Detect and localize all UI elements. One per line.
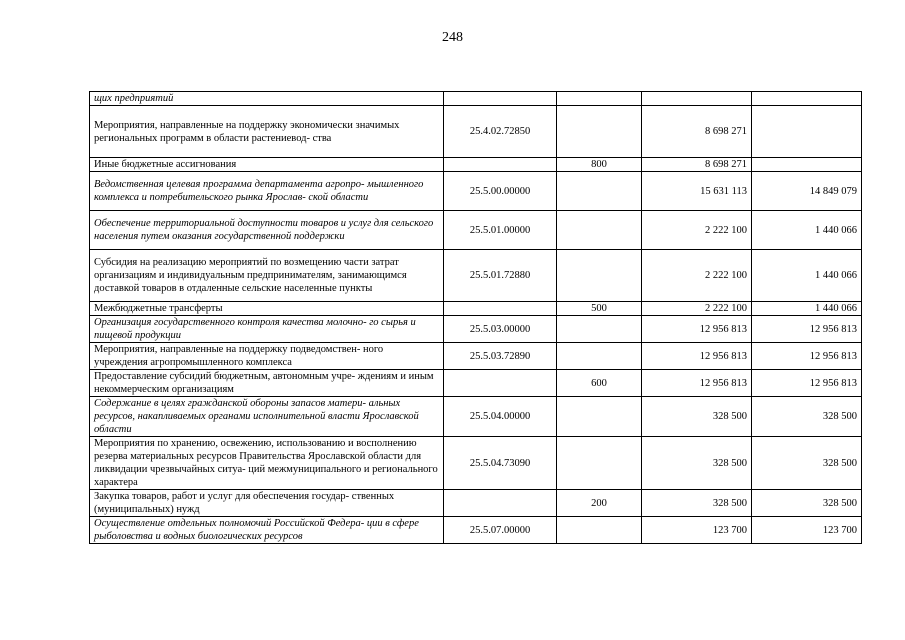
row-name-cell: Мероприятия, направленные на поддержку экономически значимых региональных программ в области растениевод- ства bbox=[90, 106, 444, 158]
row-expense-type-cell bbox=[557, 437, 642, 490]
row-amount-1-cell: 2 222 100 bbox=[642, 211, 752, 250]
row-code-cell bbox=[444, 490, 557, 517]
row-amount-2-cell bbox=[752, 106, 862, 158]
row-name-cell: щих предприятий bbox=[90, 92, 444, 106]
table-row bbox=[90, 106, 862, 158]
row-code-cell: 25.5.04.73090 bbox=[444, 437, 557, 490]
row-amount-2-cell: 123 700 bbox=[752, 517, 862, 544]
row-expense-type-cell: 200 bbox=[557, 490, 642, 517]
row-amount-1-cell: 12 956 813 bbox=[642, 316, 752, 343]
row-name-cell: Обеспечение территориальной доступности товаров и услуг для сельского населения путем оказания государственной поддержки bbox=[90, 211, 444, 250]
row-amount-2-cell: 328 500 bbox=[752, 490, 862, 517]
table-row bbox=[90, 370, 862, 397]
row-amount-1-cell: 2 222 100 bbox=[642, 302, 752, 316]
row-amount-2-cell bbox=[752, 158, 862, 172]
table-row bbox=[90, 397, 862, 437]
table-row bbox=[90, 250, 862, 302]
row-name-cell: Закупка товаров, работ и услуг для обеспечения государ- ственных (муниципальных) нужд bbox=[90, 490, 444, 517]
row-code-cell bbox=[444, 158, 557, 172]
row-name-cell: Мероприятия, направленные на поддержку подведомствен- ного учреждения агропромышленного комплекса bbox=[90, 343, 444, 370]
row-amount-2-cell: 1 440 066 bbox=[752, 250, 862, 302]
table-row bbox=[90, 302, 862, 316]
table-row bbox=[90, 316, 862, 343]
row-expense-type-cell bbox=[557, 316, 642, 343]
row-name-cell: Осуществление отдельных полномочий Российской Федера- ции в сфере рыболовства и водных биологических ресурсов bbox=[90, 517, 444, 544]
row-name-cell: Субсидия на реализацию мероприятий по возмещению части затрат организациям и индивидуальным предпринимателям, занимающимся доставкой товаров в отдаленные сельские населенные пункты bbox=[90, 250, 444, 302]
page-number: 248 bbox=[442, 30, 463, 45]
table-row bbox=[90, 172, 862, 211]
row-code-cell: 25.5.07.00000 bbox=[444, 517, 557, 544]
row-name-cell: Ведомственная целевая программа департамента агропро- мышленного комплекса и потребительского рынка Ярослав- ской области bbox=[90, 172, 444, 211]
row-amount-1-cell: 328 500 bbox=[642, 437, 752, 490]
row-amount-2-cell: 12 956 813 bbox=[752, 316, 862, 343]
row-amount-2-cell: 14 849 079 bbox=[752, 172, 862, 211]
row-amount-1-cell bbox=[642, 92, 752, 106]
row-amount-2-cell: 12 956 813 bbox=[752, 370, 862, 397]
table-row bbox=[90, 92, 862, 106]
row-expense-type-cell bbox=[557, 250, 642, 302]
row-code-cell: 25.5.03.00000 bbox=[444, 316, 557, 343]
row-expense-type-cell bbox=[557, 106, 642, 158]
row-code-cell: 25.5.04.00000 bbox=[444, 397, 557, 437]
table-row bbox=[90, 437, 862, 490]
row-amount-2-cell: 1 440 066 bbox=[752, 302, 862, 316]
row-amount-1-cell: 12 956 813 bbox=[642, 370, 752, 397]
row-amount-2-cell: 12 956 813 bbox=[752, 343, 862, 370]
table-row bbox=[90, 343, 862, 370]
row-amount-1-cell: 8 698 271 bbox=[642, 106, 752, 158]
table-row bbox=[90, 158, 862, 172]
row-code-cell: 25.5.00.00000 bbox=[444, 172, 557, 211]
row-amount-2-cell: 328 500 bbox=[752, 397, 862, 437]
row-expense-type-cell bbox=[557, 517, 642, 544]
row-name-cell: Предоставление субсидий бюджетным, автономным учре- ждениям и иным некоммерческим организациям bbox=[90, 370, 444, 397]
row-amount-1-cell: 2 222 100 bbox=[642, 250, 752, 302]
budget-table-body bbox=[90, 92, 862, 544]
row-code-cell: 25.4.02.72850 bbox=[444, 106, 557, 158]
table-row bbox=[90, 517, 862, 544]
row-amount-2-cell: 1 440 066 bbox=[752, 211, 862, 250]
row-code-cell bbox=[444, 370, 557, 397]
table-row bbox=[90, 211, 862, 250]
row-amount-1-cell: 328 500 bbox=[642, 397, 752, 437]
row-expense-type-cell bbox=[557, 343, 642, 370]
row-code-cell: 25.5.01.72880 bbox=[444, 250, 557, 302]
table-row bbox=[90, 490, 862, 517]
row-name-cell: Иные бюджетные ассигнования bbox=[90, 158, 444, 172]
row-code-cell bbox=[444, 302, 557, 316]
row-expense-type-cell bbox=[557, 172, 642, 211]
row-expense-type-cell bbox=[557, 397, 642, 437]
row-code-cell bbox=[444, 92, 557, 106]
row-name-cell: Межбюджетные трансферты bbox=[90, 302, 444, 316]
row-name-cell: Содержание в целях гражданской обороны запасов матери- альных ресурсов, накапливаемых органами исполнительной власти Ярославской области bbox=[90, 397, 444, 437]
row-expense-type-cell: 800 bbox=[557, 158, 642, 172]
row-expense-type-cell: 600 bbox=[557, 370, 642, 397]
budget-table bbox=[89, 91, 862, 544]
row-code-cell: 25.5.03.72890 bbox=[444, 343, 557, 370]
row-name-cell: Мероприятия по хранению, освежению, использованию и восполнению резерва материальных ресурсов Правительства Ярославской области для ликвидации чрезвычайных ситуа- ций межмуниципального и регионального характера bbox=[90, 437, 444, 490]
row-amount-1-cell: 8 698 271 bbox=[642, 158, 752, 172]
row-amount-1-cell: 15 631 113 bbox=[642, 172, 752, 211]
row-amount-1-cell: 328 500 bbox=[642, 490, 752, 517]
row-amount-1-cell: 123 700 bbox=[642, 517, 752, 544]
row-name-cell: Организация государственного контроля качества молочно- го сырья и пищевой продукции bbox=[90, 316, 444, 343]
row-code-cell: 25.5.01.00000 bbox=[444, 211, 557, 250]
row-expense-type-cell bbox=[557, 92, 642, 106]
row-expense-type-cell bbox=[557, 211, 642, 250]
row-amount-1-cell: 12 956 813 bbox=[642, 343, 752, 370]
row-amount-2-cell bbox=[752, 92, 862, 106]
row-amount-2-cell: 328 500 bbox=[752, 437, 862, 490]
row-expense-type-cell: 500 bbox=[557, 302, 642, 316]
